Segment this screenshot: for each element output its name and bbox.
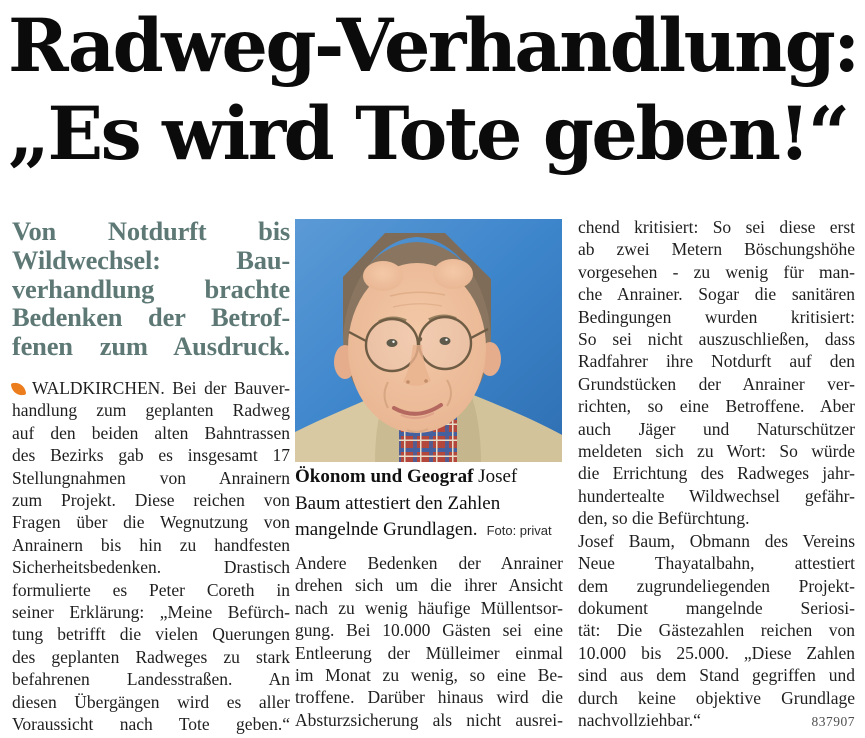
text-line: Voraussicht nach Tote geben.“ (12, 714, 290, 735)
last-line-text: nachvollziehbar.“ (578, 709, 701, 730)
text-line: auf den beiden alten Bahntrassen (12, 422, 290, 443)
text-line: des Bezirks gab es insgesamt 17 (12, 445, 290, 466)
text-line: meldeten sich zu Wort: So würde (578, 441, 855, 462)
right-column-last-line (578, 709, 855, 733)
text-line: im Monat zu wenig, so eine Be- (295, 665, 563, 686)
article-headline (8, 2, 860, 178)
text-line: nach zu wenig häufige Müllentsor- (295, 597, 563, 618)
text-line: Grundstücken der Anrainer ver- (578, 373, 855, 394)
text-line: So sei nicht auszuschließen, dass (578, 329, 855, 350)
photo-credit: Foto: privat (486, 523, 552, 538)
headline-line-1: Radweg-Verhandlung: (8, 3, 858, 89)
text-line: fenen zum Ausdruck. (12, 331, 290, 362)
text-line: Anrainern bis hin zu handfesten (12, 534, 290, 555)
photo-caption (295, 464, 567, 545)
text-line: tät: Die Gästezahlen reichen von (578, 620, 855, 641)
text-line: verhandlung brachte (12, 273, 290, 304)
text-line: Wildwechsel: Bau- (12, 244, 290, 275)
body-column-right (578, 216, 855, 733)
leaf-bullet-icon (11, 381, 27, 397)
text-line: Von Notdurft bis (12, 216, 290, 246)
text-line: Josef Baum, Obmann des Vereins (578, 530, 855, 551)
text-line: che Anrainer. Sogar die sanitären (578, 284, 855, 305)
text-line: gung. Bei 10.000 Gästen sei eine (295, 620, 563, 641)
headline-line-2: „Es wird Tote geben!“ (8, 91, 848, 177)
text-line: Andere Bedenken der Anrainer (295, 553, 563, 573)
text-line: richten, so eine Betroffene. Aber (578, 396, 855, 417)
text-line: Entleerung der Mülleimer einmal (295, 642, 563, 663)
caption-text: Josef Baum attestiert den Zahlen mangelnde Grundlagen. (295, 466, 518, 540)
text-line: Fragen über die Wegnutzung von (12, 512, 290, 533)
text-line: drehen sich um die ihrer Ansicht (295, 575, 563, 596)
article-lead (12, 217, 290, 361)
text-line: WALDKIRCHEN. Bei der Bauver- (12, 377, 290, 399)
text-line: Absturzsicherung als nicht ausrei- (295, 709, 563, 730)
text-line: den, so die Befürchtung. (578, 508, 750, 529)
portrait-photo (295, 219, 562, 462)
text-line: dokument mangelnde Seriosi- (578, 597, 855, 618)
caption-lead-in: Ökonom und Geograf (295, 466, 474, 487)
text-line: befahrenen Landesstraßen. An (12, 669, 290, 690)
text-line: des geplanten Radweges zu stark (12, 646, 290, 667)
text-line: chend kritisiert: So sei diese erst (578, 217, 855, 237)
text-line: Stellungnahmen von Anrainern (12, 467, 290, 488)
text-line: durch keine objektive Grundlage (578, 687, 855, 708)
text-line: ab zwei Metern Böschungshöhe (578, 239, 855, 260)
text-line: seiner Erklärung: „Meine Befürch- (12, 602, 290, 623)
text-line: Bedenken der Betrof- (12, 302, 290, 333)
text-line: dem zugrundeliegenden Projekt- (578, 575, 855, 596)
text-line: handlung zum geplanten Radweg (12, 400, 290, 421)
text-line: troffene. Darüber hinaus wird die (295, 687, 563, 708)
text-line: Radfahrer ihre Notdurft auf den (578, 351, 855, 372)
text-line: Neue Thayatalbahn, attestiert (578, 553, 855, 574)
article-id: 837907 (811, 713, 855, 729)
text-line: formulierte es Peter Coreth in (12, 579, 290, 600)
text-line: vorgesehen - zu wenig für man- (578, 261, 855, 282)
text-line: Bedingungen wurden kritisiert: (578, 306, 855, 327)
body-column-middle (295, 552, 563, 731)
body-column-left (12, 377, 290, 736)
text-line: zum Projekt. Diese reichen von (12, 490, 290, 511)
text-line: auch Jäger und Naturschützer (578, 418, 855, 439)
text-line: diesen Übergängen wird es aller (12, 691, 290, 712)
right-column-lines (578, 216, 855, 709)
text-line: die Errichtung des Radweges jahr- (578, 463, 855, 484)
portrait-photo-illustration (295, 219, 562, 462)
text-line: sind aus dem Stand gegriffen und (578, 665, 855, 686)
text-line: tung betrifft die vielen Querungen (12, 624, 290, 645)
text-line: Sicherheitsbedenken. Drastisch (12, 557, 290, 578)
text-line: 10.000 bis 25.000. „Diese Zahlen (578, 642, 855, 663)
text-line: hundertealte Wildwechsel gefähr- (578, 485, 855, 506)
